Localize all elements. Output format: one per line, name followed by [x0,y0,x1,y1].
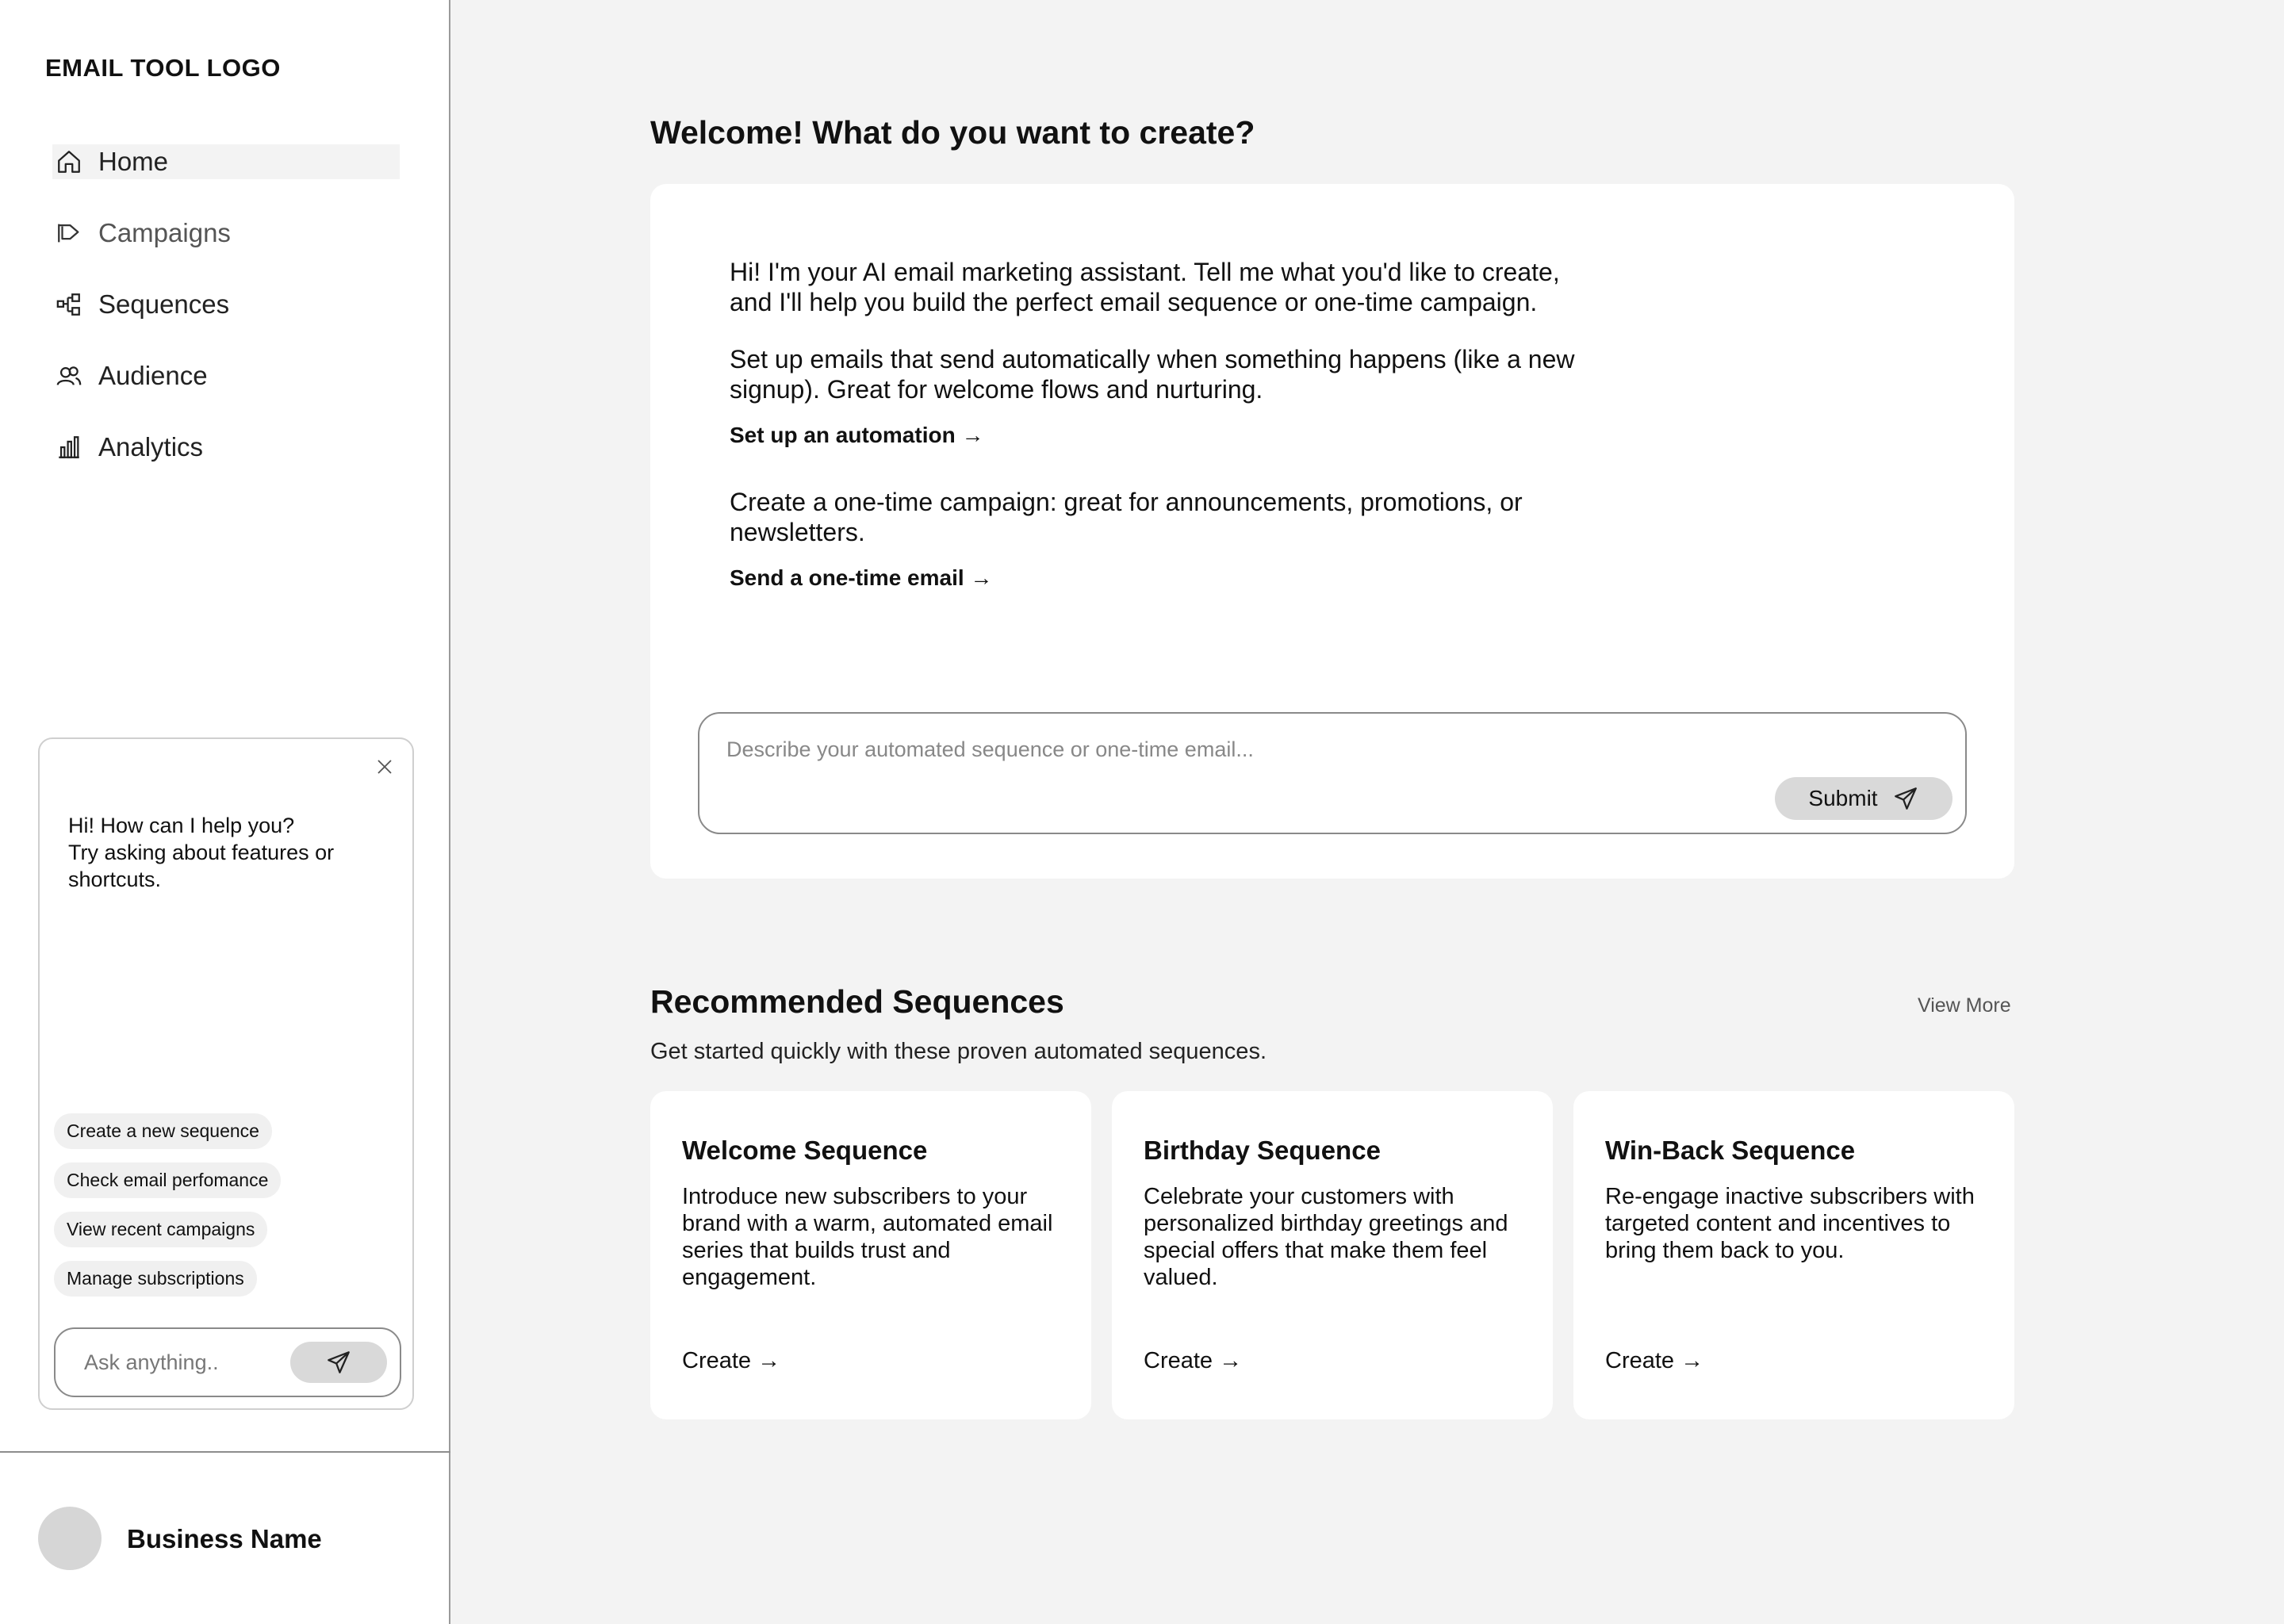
suggestion-chip[interactable]: Manage subscriptions [54,1261,257,1297]
setup-automation-link[interactable]: Set up an automation → [730,423,984,447]
create-button[interactable]: Create → [1605,1348,1704,1373]
intro-text: Hi! I'm your AI email marketing assistant. Tell me what you'd like to create, and I'll help you build the perfect email sequence or one-time campaign. [730,258,1560,316]
suggestion-chip[interactable]: View recent campaigns [54,1212,267,1247]
users-icon [54,361,84,391]
sidebar-item-label: Audience [98,361,208,390]
prompt-input[interactable] [726,737,1757,769]
chat-input-container [54,1327,401,1397]
sidebar-item-sequences[interactable] [52,287,400,322]
assistant-chat-panel [38,737,414,1410]
card-description: Re-engage inactive subscribers with targeted content and incentives to bring them back to you. [1605,1184,1975,1263]
bar-chart-icon [54,432,84,462]
card-description: Introduce new subscribers to your brand with a warm, automated email series that builds trust and engagement. [682,1184,1053,1290]
submit-label: Submit [1808,786,1878,810]
sidebar-nav [52,144,400,501]
sidebar-item-home[interactable] [52,144,400,179]
megaphone-icon [54,218,84,248]
sidebar-item-label: Campaigns [98,218,231,247]
app-logo[interactable]: EMAIL TOOL LOGO [45,54,281,82]
sequence-card-birthday[interactable] [1112,1091,1553,1419]
create-button[interactable]: Create → [1144,1348,1243,1373]
suggestion-chip[interactable]: Check email perfomance [54,1162,281,1198]
card-description: Celebrate your customers with personalized birthday greetings and special offers that make them feel valued. [1144,1184,1508,1290]
recommended-subtitle: Get started quickly with these proven automated sequences. [650,1039,1267,1064]
sequence-cards [650,1091,2014,1419]
chat-send-button[interactable] [290,1342,387,1383]
chat-greeting-line: Hi! How can I help you? [68,814,295,837]
sidebar-item-analytics[interactable] [52,430,400,465]
campaign-text: Create a one-time campaign: great for announcements, promotions, or newsletters. [730,488,1523,546]
sidebar-divider [0,1451,450,1453]
sidebar-item-campaigns[interactable] [52,216,400,251]
suggestion-chip[interactable]: Create a new sequence [54,1113,272,1149]
create-button[interactable]: Create → [682,1348,781,1373]
sequence-card-welcome[interactable] [650,1091,1091,1419]
card-title: Win-Back Sequence [1605,1136,1856,1165]
chat-greeting-line: Try asking about features or shortcuts. [68,841,340,891]
automation-text: Set up emails that send automatically when something happens (like a new signup). Great for welcome flows and nurturing. [730,345,1575,404]
chat-input[interactable] [84,1350,290,1375]
prompt-input-container [698,712,1967,834]
sidebar-item-audience[interactable] [52,358,400,393]
flow-icon [54,289,84,320]
sidebar-item-label: Home [98,147,169,176]
submit-button[interactable] [1775,777,1953,820]
card-title: Welcome Sequence [682,1136,928,1165]
sequence-card-win-back[interactable] [1573,1091,2014,1419]
page-title: Welcome! What do you want to create? [650,114,1255,151]
card-title: Birthday Sequence [1144,1136,1381,1165]
send-one-time-email-link[interactable]: Send a one-time email → [730,565,993,590]
send-icon [1892,785,1919,812]
suggestion-chips [54,1113,281,1310]
create-panel [650,184,2014,879]
recommended-title: Recommended Sequences [650,983,1064,1020]
assistant-message [730,257,1602,630]
sidebar-item-label: Analytics [98,432,204,462]
sidebar-item-label: Sequences [98,289,230,319]
send-icon [325,1349,352,1376]
view-more-link[interactable]: View More [1918,994,2011,1017]
avatar[interactable] [38,1507,102,1570]
close-icon[interactable] [373,755,397,779]
business-name: Business Name [127,1524,322,1553]
sidebar [0,0,450,1624]
home-icon [54,147,84,177]
chat-greeting [68,812,393,893]
